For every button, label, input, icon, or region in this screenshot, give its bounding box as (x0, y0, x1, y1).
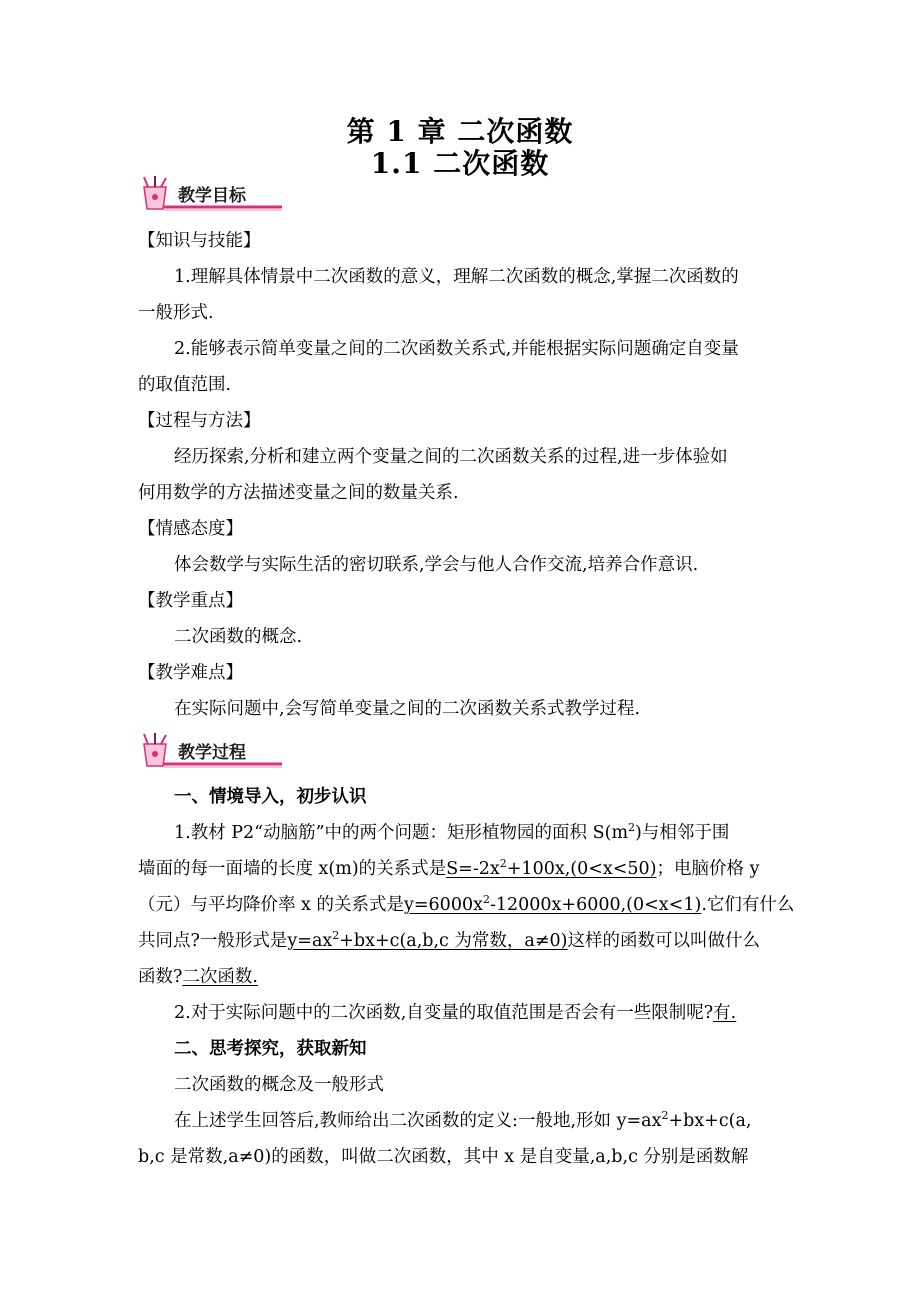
process-line-4 (138, 929, 760, 953)
text-span: 函数? (138, 967, 183, 987)
process-line-5 (138, 965, 258, 989)
answer-underline: 有. (713, 1003, 737, 1023)
superscript: 2 (482, 893, 490, 906)
knowledge-item-1a: 1.理解具体情景中二次函数的意义，理解二次函数的概念,掌握二次函数的 (174, 267, 739, 287)
superscript: 2 (332, 929, 340, 942)
process-banner (136, 732, 284, 770)
text-span: )与相邻于围 (635, 823, 730, 843)
difficult-heading: 【教学难点】 (138, 663, 243, 683)
knowledge-item-1b: 一般形式. (138, 303, 214, 323)
text-span: 1.教材 P2“动脑筋”中的两个问题：矩形植物园的面积 S(m (174, 823, 629, 843)
answer-underline (287, 931, 567, 951)
process-item-b: 何用数学的方法描述变量之间的数量关系. (138, 483, 459, 503)
section-1-heading: 一、情境导入，初步认识 (174, 787, 367, 807)
section-title: 1.1 二次函数 (370, 147, 550, 180)
knowledge-heading: 【知识与技能】 (138, 231, 261, 251)
answer-underline (404, 895, 701, 915)
process-line-2 (138, 857, 759, 881)
text-span: 这样的函数可以叫做什么 (567, 931, 760, 951)
process-line-9: b,c 是常数,a≠0)的函数，叫做二次函数，其中 x 是自变量,a,b,c 分别是函数解 (138, 1147, 749, 1167)
text-span: +bx+c(a,b,c 为常数，a≠0) (339, 931, 568, 951)
emotion-item: 体会数学与实际生活的密切联系,学会与他人合作交流,培养合作意识. (174, 555, 699, 575)
text-span: 在上述学生回答后,教师给出二次函数的定义:一般地,形如 y=ax (174, 1111, 662, 1131)
process-line-3 (138, 893, 794, 917)
process-line-6 (174, 1001, 736, 1025)
emotion-heading: 【情感态度】 (138, 519, 243, 539)
section-2-heading: 二、思考探究，获取新知 (174, 1039, 367, 1059)
process-item-a: 经历探索,分析和建立两个变量之间的二次函数关系的过程,进一步体验如 (174, 447, 728, 467)
process-heading: 【过程与方法】 (138, 411, 261, 431)
superscript: 2 (661, 1109, 669, 1122)
objectives-banner (136, 175, 284, 213)
text-span: .它们有什么 (701, 895, 795, 915)
text-span: +100x,(0<x<50) (506, 859, 657, 879)
process-line-8 (174, 1109, 751, 1133)
knowledge-item-2b: 的取值范围. (138, 375, 232, 395)
objectives-banner-label: 教学目标 (178, 186, 246, 206)
text-span: +bx+c(a, (668, 1111, 752, 1131)
superscript: 2 (499, 857, 507, 870)
process-line-1 (174, 821, 729, 845)
key-item: 二次函数的概念. (174, 627, 303, 647)
key-heading: 【教学重点】 (138, 591, 243, 611)
difficult-item: 在实际问题中,会写简单变量之间的二次函数关系式教学过程. (174, 699, 641, 719)
answer-underline (446, 859, 656, 879)
chapter-title: 第 1 章 二次函数 (346, 115, 574, 148)
text-span: S=-2x (446, 859, 500, 879)
text-span: 2.对于实际问题中的二次函数,自变量的取值范围是否会有一些限制呢? (174, 1003, 714, 1023)
knowledge-item-2a: 2.能够表示简单变量之间的二次函数关系式,并能根据实际问题确定自变量 (174, 339, 739, 359)
text-span: 共同点?一般形式是 (138, 931, 288, 951)
process-line-7: 二次函数的概念及一般形式 (174, 1075, 384, 1095)
text-span: -12000x+6000,(0<x<1) (489, 895, 702, 915)
text-span: 墙面的每一面墙的长度 x(m)的关系式是 (138, 859, 447, 879)
superscript: 2 (628, 821, 636, 834)
process-banner-label: 教学过程 (178, 743, 246, 763)
text-span: ；电脑价格 y (656, 859, 760, 879)
text-span: y=ax (287, 931, 333, 951)
answer-underline: 二次函数. (182, 967, 258, 987)
text-span: （元）与平均降价率 x 的关系式是 (138, 895, 404, 915)
text-span: y=6000x (404, 895, 483, 915)
